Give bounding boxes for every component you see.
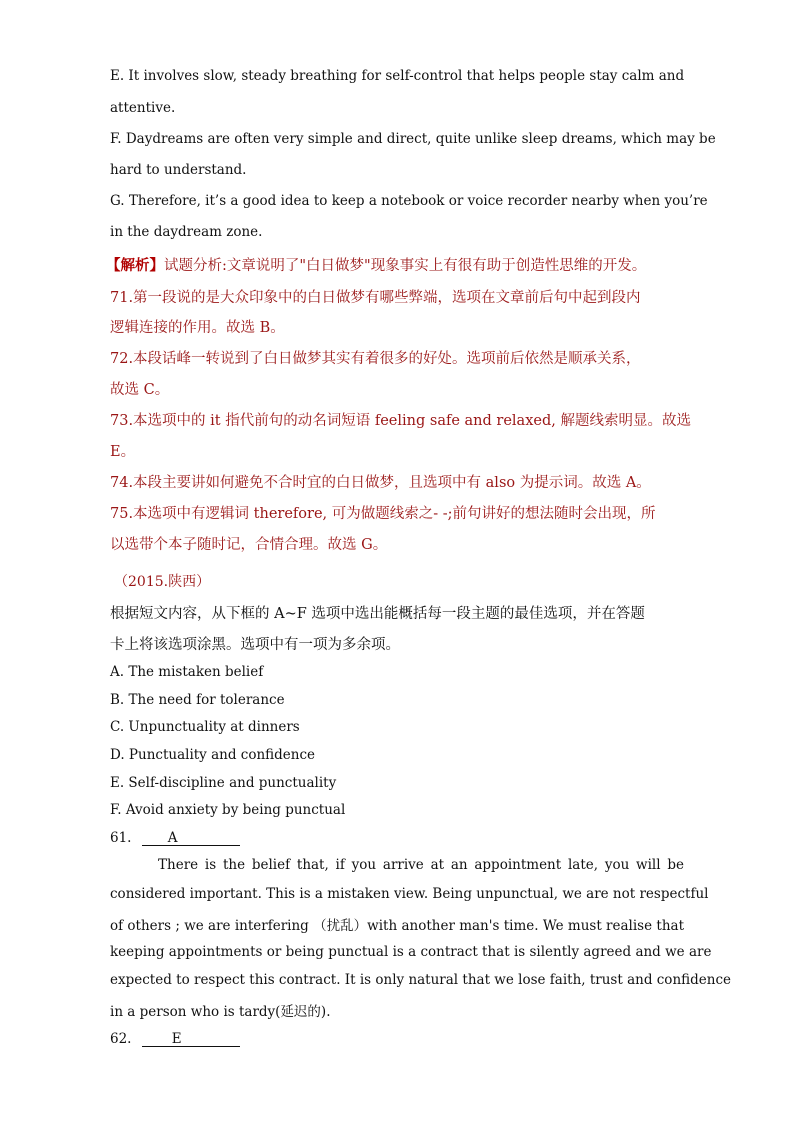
analysis-q74-line1: 74.本段主要讲如何避免不合时宜的白日做梦，且选项中有 also 为提示词。故选 A。 <box>110 475 651 491</box>
analysis-q75-line2: 以选带个本子随时记，合情合理。故选 G。 <box>110 537 388 553</box>
q61-para-line5: expected to respect this contract. It is only natural that we lose faith, trust and confidence <box>110 972 732 988</box>
option-e: E. Self-discipline and punctuality <box>110 775 337 791</box>
q61-para-line4: keeping appointments or being punctual is a contract that is silently agreed and we are <box>110 944 712 960</box>
question-61-answer-blank <box>142 831 240 846</box>
analysis-q72-line1: 72.本段话峰一转说到了白日做梦其实有着很多的好处。选项前后依然是顺承关系， <box>110 351 641 367</box>
option-e-line2: attentive. <box>110 100 176 116</box>
option-b: B. The need for tolerance <box>110 692 285 708</box>
analysis-intro-text: 试题分析:文章说明了"白日做梦"现象事实上有很有助于创造性思维的开发。 <box>164 258 647 274</box>
option-g-line2: in the daydream zone. <box>110 224 263 240</box>
section-source: （2015.陕西） <box>114 574 211 590</box>
option-f: F. Avoid anxiety by being punctual <box>110 802 346 818</box>
instruction-line1: 根据短文内容，从下框的 A~F 选项中选出能概括每一段主题的最佳选项，并在答题 <box>110 606 645 622</box>
analysis-intro <box>106 254 646 275</box>
analysis-q71-line2: 逻辑连接的作用。故选 B。 <box>110 320 285 336</box>
question-61-number: 61. <box>110 830 132 846</box>
option-f-line2: hard to understand. <box>110 162 247 178</box>
question-62-answer-blank <box>142 1032 240 1047</box>
analysis-q73-line2: E。 <box>110 444 136 460</box>
q61-para-line6: in a person who is tardy(延迟的). <box>110 1004 331 1020</box>
instruction-line2: 卡上将该选项涂黑。选项中有一项为多余项。 <box>110 637 400 653</box>
q61-para-line1: There is the belief that, if you arrive at an appointment late, you will be <box>158 857 684 873</box>
analysis-q71-line1: 71.第一段说的是大众印象中的白日做梦有哪些弊端，选项在文章前后句中起到段内 <box>110 290 641 306</box>
analysis-q75-line1: 75.本选项中有逻辑词 therefore, 可为做题线索之- -;前句讲好的想法随时会出现，所 <box>110 506 656 522</box>
question-62-answer: E <box>171 1031 182 1047</box>
option-d: D. Punctuality and confidence <box>110 747 316 763</box>
option-g-line1: G. Therefore, it’s a good idea to keep a notebook or voice recorder nearby when you’re <box>110 193 708 209</box>
question-62 <box>110 1031 240 1047</box>
q61-para-line2: considered important. This is a mistaken view. Being unpunctual, we are not respectful <box>110 886 709 902</box>
analysis-q72-line2: 故选 C。 <box>110 382 170 398</box>
option-f-line1: F. Daydreams are often very simple and direct, quite unlike sleep dreams, which may be <box>110 131 716 147</box>
q61-para-line3: of others ; we are interfering （扰乱）with another man's time. We must realise that <box>110 918 684 934</box>
option-c: C. Unpunctuality at dinners <box>110 719 300 735</box>
analysis-tag: 【解析】 <box>106 257 164 274</box>
question-62-number: 62. <box>110 1031 132 1047</box>
analysis-q73-line1: 73.本选项中的 it 指代前句的动名词短语 feeling safe and relaxed, 解题线索明显。故选 <box>110 413 691 429</box>
option-e-line1: E. It involves slow, steady breathing for self-control that helps people stay calm and <box>110 68 685 84</box>
question-61 <box>110 830 240 846</box>
option-a: A. The mistaken belief <box>110 664 264 680</box>
question-61-answer: A <box>167 830 178 846</box>
